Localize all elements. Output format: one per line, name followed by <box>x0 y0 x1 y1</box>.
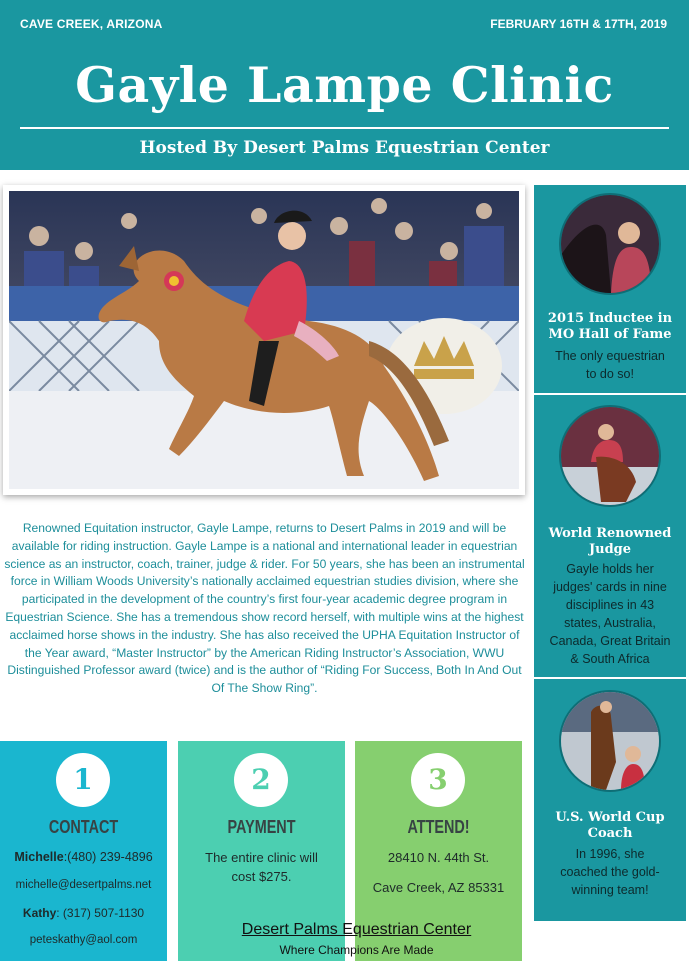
contact-card <box>0 741 167 961</box>
hall-of-fame-text-line-1: The only equestrian <box>555 349 665 363</box>
contact-name-michelle: Michelle <box>14 850 64 864</box>
payment-heading: PAYMENT <box>227 817 296 837</box>
world-cup-heading-line-1: U.S. World Cup <box>555 810 665 825</box>
world-cup-text-line-3: winning team! <box>571 883 649 897</box>
judge-text-line-6: & South Africa <box>570 652 650 666</box>
contact-phone-kathy: : (317) 507-1130 <box>56 906 145 920</box>
contact-heading: CONTACT <box>48 817 119 837</box>
world-cup-coach-photo <box>559 690 661 792</box>
sidebar-divider <box>534 677 686 679</box>
hall-of-fame-photo <box>559 193 661 295</box>
payment-line-2: cost $275. <box>231 869 292 884</box>
rider-horse-photo <box>9 191 519 489</box>
hall-of-fame-heading-line-2: MO Hall of Fame <box>548 327 672 342</box>
attend-heading: ATTEND! <box>407 817 470 837</box>
contact-email-kathy[interactable]: peteskathy@aol.com <box>29 934 138 946</box>
hall-of-fame-heading-line-1: 2015 Inductee in <box>547 311 673 326</box>
judge-text-line-4: states, Australia, <box>564 616 656 630</box>
contact-phone-michelle: :(480) 239-4896 <box>63 850 153 864</box>
judge-text-line-1: Gayle holds her <box>566 562 654 576</box>
contact-name-kathy: Kathy <box>22 906 57 920</box>
step-number-3: 3 <box>411 753 465 807</box>
sidebar-divider <box>534 393 686 395</box>
footer-venue-name: Desert Palms Equestrian Center <box>241 921 472 938</box>
world-cup-heading-line-2: Coach <box>587 826 633 841</box>
judge-photo <box>559 405 661 507</box>
event-location: CAVE CREEK, ARIZONA <box>20 17 163 31</box>
intro-paragraph: Renowned Equitation instructor, Gayle Lampe, returns to Desert Palms in 2019 and will be available for riding instruction. Gayle Lampe is a national and international leader in equestrian science as an instructor, coach, trainer, judge & rider. For 50 years, she has been an instrumental force in William Woods University’s nationally acclaimed equestrian studies division, where she participated in the development of the country’s first four-year academic degree program in Equestrian Science. She has a tremendous show record herself, with multiple wins at the highest acclaimed horse shows in the industry. She has also received the UPHA Equitation Instructor of the Year award, “Master Instructor” by the American Riding Instructor’s Association, WWU Distinguished Professor award (twice) and is the author of “Riding For Success, Both In And Out Of The Show Ring”. <box>4 521 525 696</box>
hall-of-fame-text-line-2: to do so! <box>586 367 634 381</box>
attend-address-city: Cave Creek, AZ 85331 <box>372 880 505 895</box>
event-date: FEBRUARY 16TH & 17TH, 2019 <box>490 17 667 31</box>
title-divider <box>20 127 669 129</box>
payment-line-1: The entire clinic will <box>205 850 318 865</box>
judge-text-line-5: Canada, Great Britain <box>549 634 671 648</box>
main-photo-frame <box>3 185 525 495</box>
judge-heading-line-1: World Renowned <box>548 526 672 541</box>
page-title: Gayle Lampe Clinic <box>75 56 614 114</box>
contact-line-michelle <box>0 850 167 864</box>
header-banner <box>0 0 689 170</box>
judge-heading-line-2: Judge <box>588 542 632 557</box>
world-cup-text-line-2: coached the gold- <box>560 865 660 879</box>
world-cup-text-line-1: In 1996, she <box>575 847 645 861</box>
contact-line-kathy <box>0 906 167 920</box>
sidebar-highlights <box>534 185 686 921</box>
step-number-2: 2 <box>234 753 288 807</box>
step-number-1: 1 <box>56 753 110 807</box>
judge-text-line-2: judges' cards in nine <box>553 580 667 594</box>
judge-text-line-3: disciplines in 43 <box>565 598 655 612</box>
footer-tagline: Where Champions Are Made <box>279 943 434 957</box>
contact-email-michelle[interactable]: michelle@desertpalms.net <box>15 879 152 891</box>
page-subtitle: Hosted By Desert Palms Equestrian Center <box>139 138 550 158</box>
attend-address-street: 28410 N. 44th St. <box>387 850 490 865</box>
